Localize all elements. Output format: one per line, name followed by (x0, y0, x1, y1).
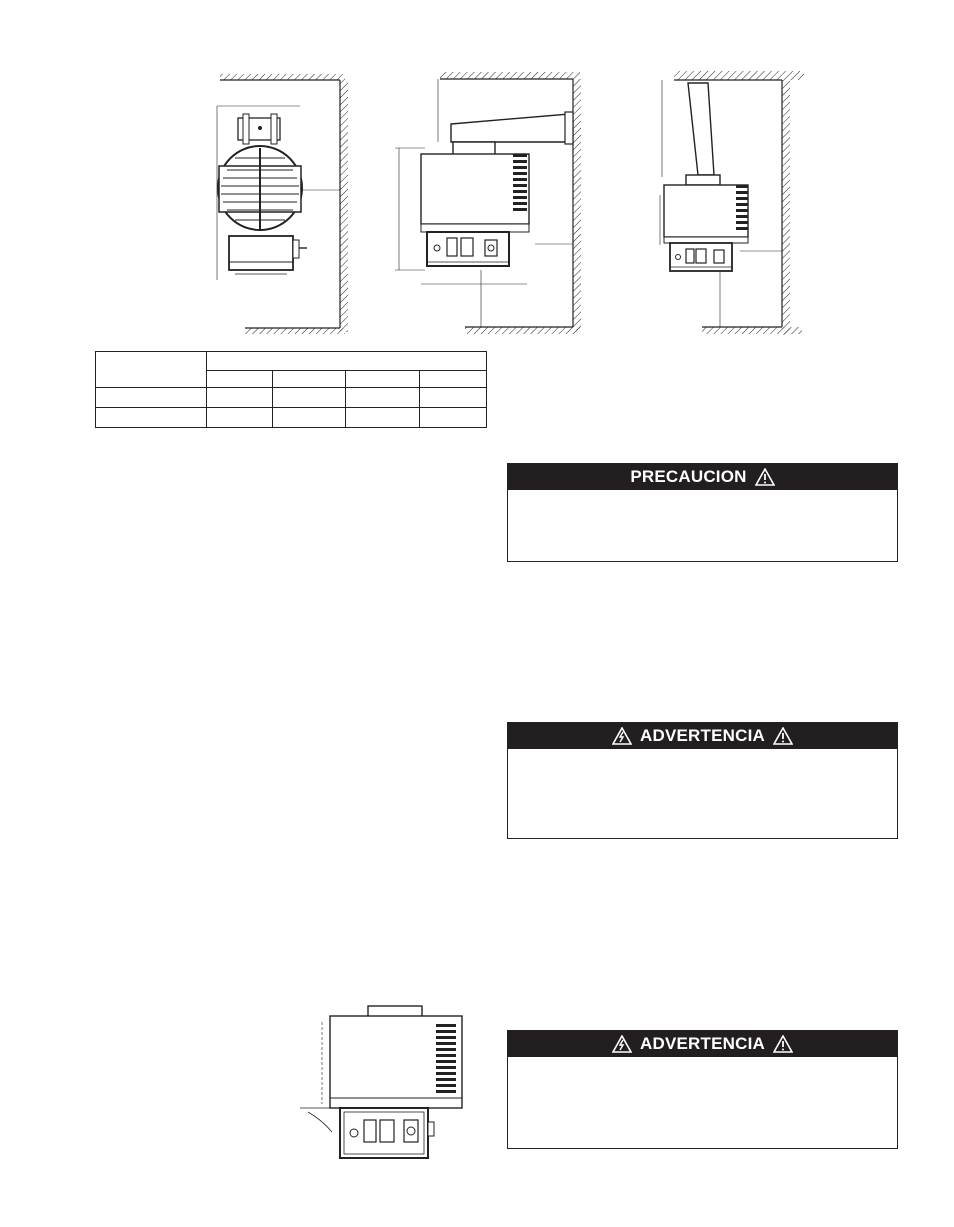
front-view-svg (205, 70, 355, 340)
table-header-col (207, 371, 273, 388)
caution-banner (508, 464, 897, 490)
warning-banner-1 (508, 723, 897, 749)
table-header-col (273, 371, 346, 388)
warning-callout-1 (507, 722, 898, 839)
table-row (96, 388, 487, 408)
side-view-svg (385, 62, 585, 342)
warning-triangle-icon (755, 468, 775, 486)
table-row (96, 408, 487, 428)
ceiling-mount-svg (650, 65, 810, 345)
electrical-hazard-triangle-icon (612, 727, 632, 745)
ceiling-pole-mount-diagram (650, 65, 810, 345)
clearance-dimensions-table (95, 351, 487, 428)
electrical-hazard-triangle-icon (612, 1035, 632, 1053)
front-view-clearance-diagram (205, 70, 355, 340)
table-header-model (96, 352, 207, 388)
side-view-wall-mount-diagram (385, 62, 585, 342)
warning-title-2: ADVERTENCIA (640, 1034, 765, 1053)
table-header-col (346, 371, 420, 388)
table-header-group (207, 352, 487, 371)
warning-triangle-icon (773, 727, 793, 745)
warning-title-1: ADVERTENCIA (640, 726, 765, 745)
caution-title: PRECAUCION (630, 467, 747, 486)
warning-banner-2 (508, 1031, 897, 1057)
caution-callout (507, 463, 898, 562)
warning-triangle-icon (773, 1035, 793, 1053)
table-header-col (420, 371, 487, 388)
tilt-angle-svg (290, 1000, 470, 1165)
tilt-angle-diagram (290, 1000, 470, 1165)
warning-callout-2 (507, 1030, 898, 1149)
